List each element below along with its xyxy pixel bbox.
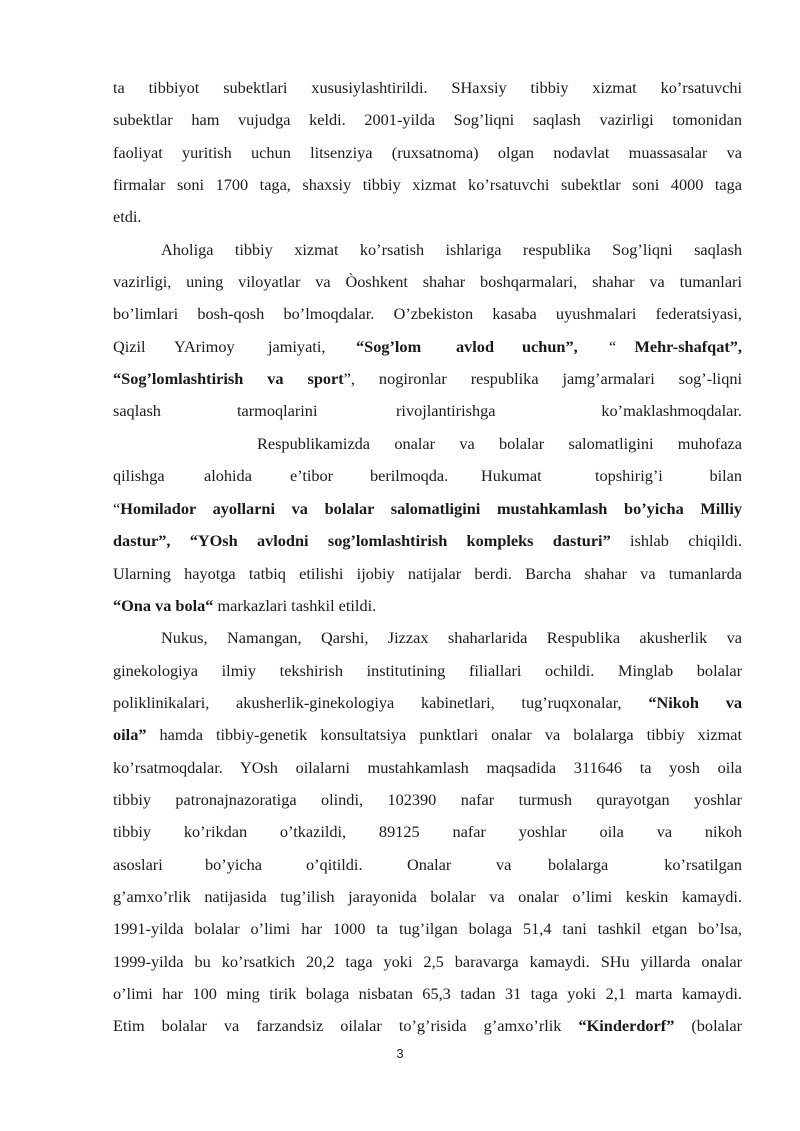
text-line: 1991-yilda bolalar o’limi har 1000 ta tug’ilgan bolaga 51,4 tani tashkil etgan bo’lsa, (113, 919, 742, 938)
bold-phrase: “Nikoh va (648, 693, 742, 712)
bold-phrase: dastur”, “YOsh avlodni sog’lomlashtirish kompleks dasturi” (113, 531, 611, 550)
bold-phrase: “Kinderdorf” (578, 1016, 675, 1035)
text-line (113, 690, 742, 716)
text-line (113, 852, 742, 878)
word: Qizil (113, 337, 146, 356)
word: va (496, 855, 512, 874)
bold-phrase: “Sog’lomlashtirish va sport (113, 369, 344, 388)
bold-phrase: Mehr-shafqat”, (634, 337, 742, 356)
word: berilmoqda. (370, 466, 449, 485)
word: tarmoqlarini (237, 401, 318, 420)
bold-phrase: avlod (456, 337, 495, 356)
text-line: faoliyat yuritish uchun litsenziya (ruxsatnoma) olgan nodavlat muassasalar va (113, 143, 742, 162)
text-run: hamda tibbiy-genetik konsultatsiya punktlari onalar va bolalarga tibbiy xizmat (146, 725, 742, 744)
text-line (113, 1013, 742, 1039)
text-line (113, 528, 742, 554)
text-line: Aholiga tibbiy xizmat ko’rsatish ishlariga respublika Sog’liqni saqlash (161, 240, 742, 259)
text-run: “ (113, 499, 121, 518)
word: topshirig’i (595, 466, 663, 485)
word: bo’yicha (205, 855, 262, 874)
text-line: bo’limlari bosh-qosh bo’lmoqdalar. O’zbekiston kasaba uyushmalari federatsiyasi, (113, 304, 742, 323)
word: “ (609, 337, 617, 356)
text-line (113, 722, 742, 748)
word: alohida (204, 466, 252, 485)
text-line (113, 334, 742, 360)
text-line: firmalar soni 1700 taga, shaxsiy tibbiy xizmat ko’rsatuvchi subektlar soni 4000 taga (113, 175, 742, 194)
text-line: ta tibbiyot subektlari xususiylashtirildi. SHaxsiy tibbiy xizmat ko’rsatuvchi (113, 78, 742, 97)
text-line (113, 366, 742, 392)
text-line: ko’rsatmoqdalar. YOsh oilalarni mustahkamlash maqsadida 311646 ta yosh oila (113, 758, 742, 777)
page-number: 3 (396, 1046, 404, 1061)
bold-phrase: oila” (113, 725, 147, 744)
text-line (113, 496, 742, 522)
word: jamiyati, (268, 337, 326, 356)
text-line: Respublikamizda onalar va bolalar salomatligini muhofaza (257, 434, 742, 453)
word: asoslari (113, 855, 163, 874)
text-line: g’amxo’rlik natijasida tug’ilish jarayonida bolalar va onalar o’limi keskin kamaydi. (113, 887, 742, 906)
text-run: poliklinikalari, akusherlik-ginekologiya kabinetlari, tug’ruqxonalar, (113, 693, 649, 712)
word: Onalar (407, 855, 452, 874)
text-line: ginekologiya ilmiy tekshirish institutining filiallari ochildi. Minglab bolalar (113, 661, 742, 680)
text-line: 1999-yilda bu ko’rsatkich 20,2 taga yoki 2,5 baravarga kamaydi. SHu yillarda onalar (113, 952, 742, 971)
bold-phrase: Homilador ayollarni va bolalar salomatligini mustahkamlash bo’yicha Milliy (120, 499, 742, 518)
word: ko’rsatilgan (664, 855, 742, 874)
word: e’tibor (290, 466, 334, 485)
text-line: Nukus, Namangan, Qarshi, Jizzax shaharlarida Respublika akusherlik va (161, 628, 742, 647)
text-line (113, 593, 742, 619)
word: bolalarga (548, 855, 609, 874)
word: saqlash (113, 401, 161, 420)
bold-phrase: “Sog’lom (356, 337, 422, 356)
text-line: Ularning hayotga tatbiq etilishi ijobiy natijalar berdi. Barcha shahar va tumanlarda (113, 564, 742, 583)
text-run: ”, nogironlar respublika jamg’armalari sog’-liqni (343, 369, 742, 388)
bold-phrase: “Ona va bola“ (113, 596, 214, 615)
text-run: ishlab chiqildi. (610, 531, 743, 550)
word: qilishga (113, 466, 165, 485)
word: rivojlantirishga (396, 401, 496, 420)
text-line: tibbiy ko’rikdan o’tkazildi, 89125 nafar yoshlar oila va nikoh (113, 822, 742, 841)
text-run: Etim bolalar va farzandsiz oilalar to’g’risida g’amxo’rlik (113, 1016, 579, 1035)
text-line: vazirligi, uning viloyatlar va Òoshkent shahar boshqarmalari, shahar va tumanlari (113, 272, 742, 291)
text-line: etdi. (113, 207, 142, 226)
text-line: o’limi har 100 ming tirik bolaga nisbatan 65,3 tadan 31 taga yoki 2,1 marta kamaydi. (113, 984, 742, 1003)
text-line: tibbiy patronajnazoratiga olindi, 102390 nafar turmush qurayotgan yoshlar (113, 790, 742, 809)
word: YArimoy (174, 337, 235, 356)
word: o’qitildi. (306, 855, 363, 874)
text-line: subektlar ham vujudga keldi. 2001-yilda Sog’liqni saqlash vazirligi tomonidan (113, 110, 742, 129)
text-line (113, 463, 742, 489)
bold-phrase: uchun”, (522, 337, 578, 356)
word: ko’maklashmoqdalar. (601, 401, 742, 420)
text-run: (bolalar (674, 1016, 742, 1035)
text-line (113, 398, 742, 424)
word: Hukumat (481, 466, 542, 485)
word: bilan (709, 466, 742, 485)
text-run: markazlari tashkil etildi. (213, 596, 377, 615)
